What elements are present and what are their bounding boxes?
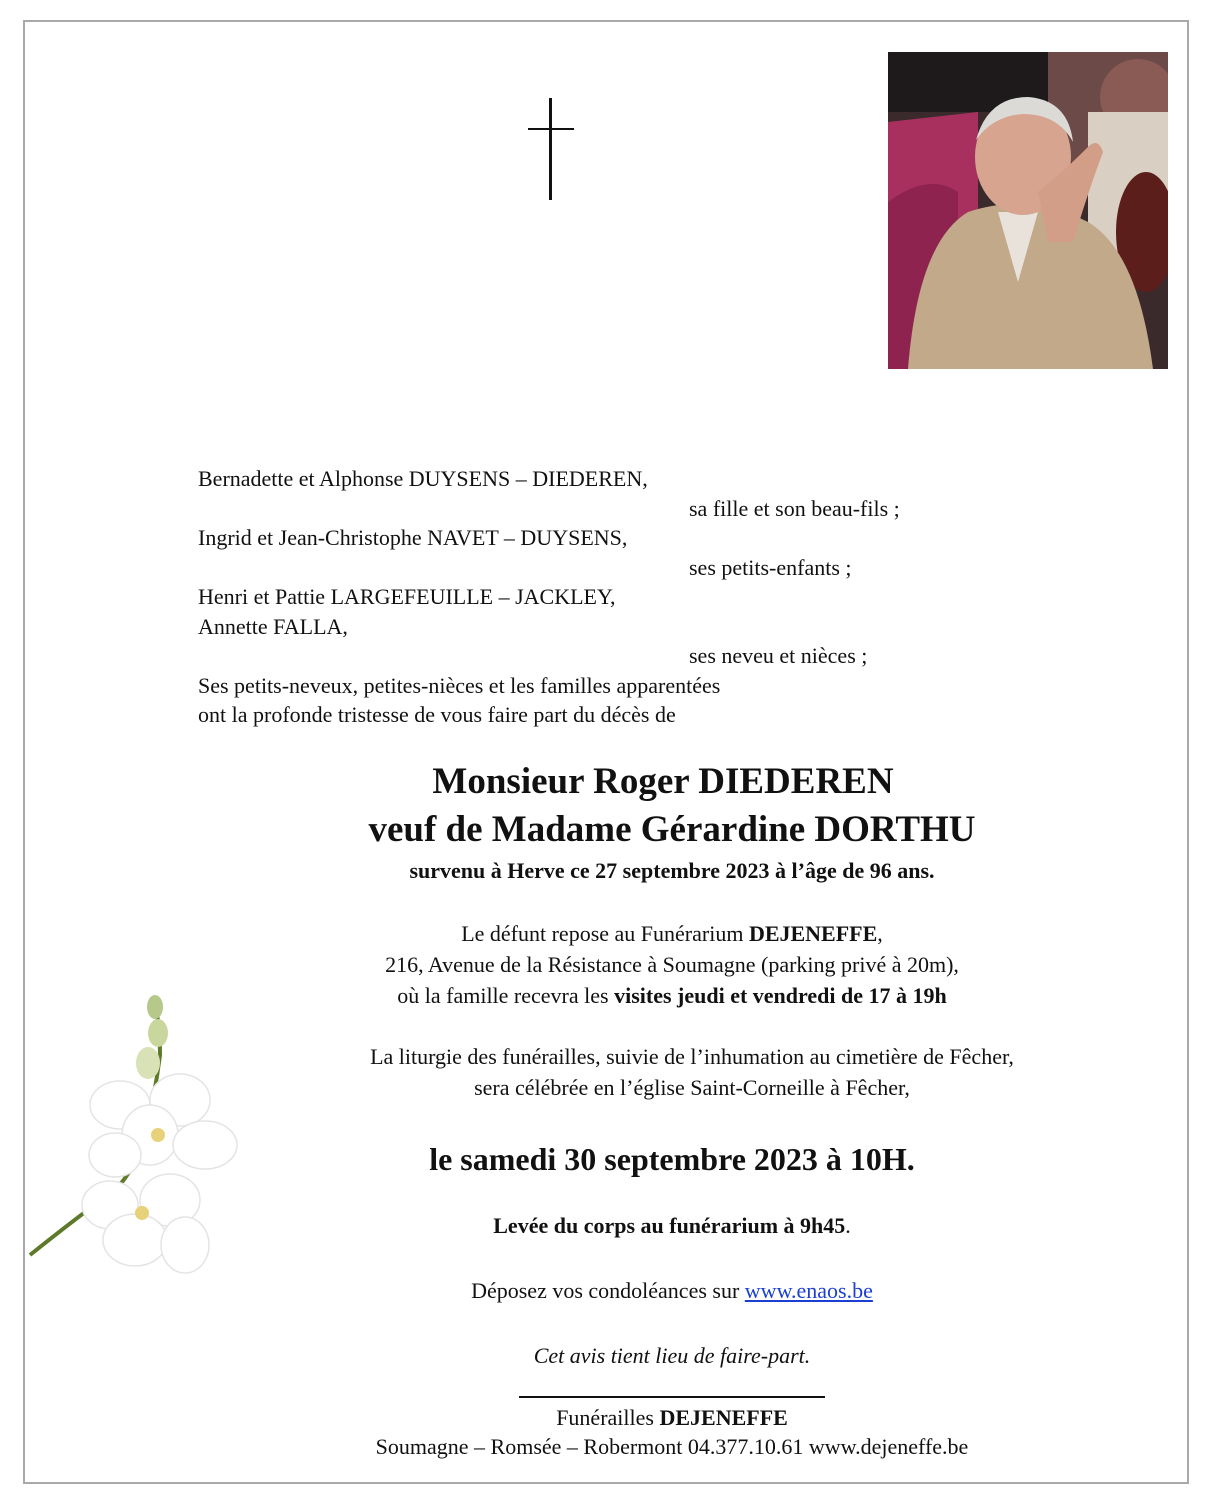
family-relation: ses petits-enfants ;	[689, 554, 852, 580]
notice-text: Cet avis tient lieu de faire-part.	[533, 1343, 811, 1368]
ceremony-line: La liturgie des funérailles, suivie de l’inhumation au cimetière de Fêcher,	[370, 1044, 1014, 1069]
visitation-info	[280, 918, 1064, 1011]
visitation-text: où la famille recevra les	[397, 983, 615, 1008]
family-line: Annette FALLA,	[198, 613, 348, 639]
funeral-home-name: DEJENEFFE	[748, 921, 878, 946]
family-relation: ses neveu et nièces ;	[689, 643, 868, 668]
levee-period: .	[845, 1213, 851, 1238]
visitation-address: 216, Avenue de la Résistance à Soumagne (parking privé à 20m),	[385, 952, 959, 977]
orchid-decoration	[20, 985, 270, 1295]
family-line: ont la profonde tristesse de vous faire part du décès de	[198, 702, 676, 727]
divider-line	[519, 1396, 825, 1398]
family-line: Henri et Pattie LARGEFEUILLE – JACKLEY,	[198, 584, 616, 609]
visitation-text: Le défunt repose au Funérarium	[461, 921, 749, 946]
family-line: Ses petits-neveux, petites-nièces et les familles apparentées	[198, 672, 721, 698]
deceased-name: Monsieur Roger DIEDEREN	[432, 761, 894, 802]
condolences-info	[280, 1276, 1064, 1306]
levee-info	[280, 1211, 1064, 1241]
family-relation: sa fille et son beau-fils ;	[689, 495, 900, 521]
portrait-photo	[888, 52, 1168, 369]
family-line: Bernadette et Alphonse DUYSENS – DIEDEREN,	[198, 466, 648, 491]
family-list	[198, 464, 958, 730]
death-details: survenu à Herve ce 27 septembre 2023 à l’âge de 96 ans.	[409, 858, 935, 883]
levee-text: Levée du corps au funérarium à 9h45	[493, 1213, 846, 1238]
cross-icon	[528, 98, 574, 200]
condolences-link[interactable]: www.enaos.be	[744, 1278, 873, 1303]
footer-text: Funérailles	[556, 1405, 660, 1430]
footer-contact: Soumagne – Romsée – Robermont 04.377.10.61 www.dejeneffe.be	[375, 1434, 969, 1459]
condolences-text: Déposez vos condoléances sur	[471, 1278, 745, 1303]
ceremony-info	[300, 1041, 1084, 1103]
footer-company	[280, 1403, 1064, 1433]
ceremony-line: sera célébrée en l’église Saint-Corneille à Fêcher,	[474, 1075, 910, 1100]
visitation-hours: visites jeudi et vendredi de 17 à 19h	[614, 983, 947, 1008]
family-line: Ingrid et Jean-Christophe NAVET – DUYSENS,	[198, 525, 628, 550]
visitation-text: ,	[877, 921, 883, 946]
ceremony-date: le samedi 30 septembre 2023 à 10H.	[429, 1141, 915, 1177]
footer-company-name: DEJENEFFE	[659, 1405, 788, 1430]
spouse-name: veuf de Madame Gérardine DORTHU	[368, 809, 976, 850]
